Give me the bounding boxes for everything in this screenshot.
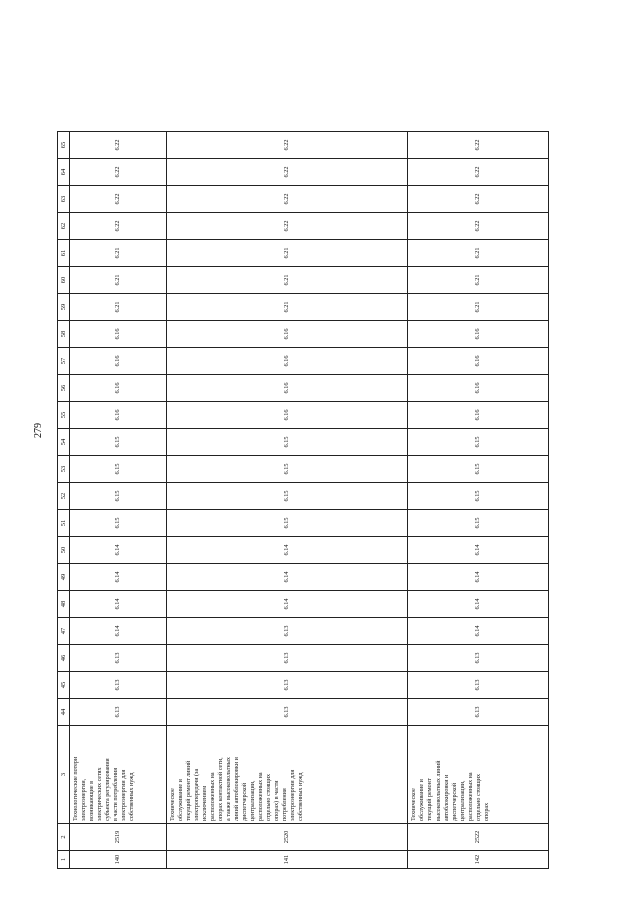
column-header: 46	[58, 645, 70, 672]
description-line: текущий ремонт линий	[186, 760, 193, 821]
table-row	[408, 132, 549, 869]
row-code-cell: 2519	[70, 824, 167, 851]
value-cell: 6.15	[166, 456, 407, 483]
value-cell: 6.15	[408, 456, 549, 483]
value-cell: 6.21	[70, 240, 167, 267]
row-number-cell: 140	[70, 851, 167, 869]
row-code-cell: 2522	[408, 824, 549, 851]
value-cell: 6.16	[70, 375, 167, 402]
value-cell: 6.16	[408, 402, 549, 429]
value-cell: 6.21	[166, 294, 407, 321]
value-cell: 6.13	[408, 672, 549, 699]
description-line: электроэнергии для	[121, 769, 128, 821]
column-header: 52	[58, 483, 70, 510]
description-line: электроэнергии для	[290, 769, 297, 821]
row-description-cell	[166, 726, 407, 824]
value-cell: 6.13	[70, 645, 167, 672]
description-line: Техническое	[411, 788, 418, 821]
value-cell: 6.22	[408, 132, 549, 159]
value-cell: 6.13	[166, 645, 407, 672]
value-cell: 6.22	[166, 132, 407, 159]
value-cell: 6.15	[70, 456, 167, 483]
value-cell: 6.21	[70, 267, 167, 294]
description-line: электропередачи (за	[194, 768, 201, 821]
column-header: 58	[58, 321, 70, 348]
description-line: обслуживание и	[419, 779, 426, 821]
value-cell: 6.16	[408, 348, 549, 375]
description-line: опорах	[483, 802, 490, 821]
value-cell: 6.15	[166, 483, 407, 510]
column-header: 63	[58, 186, 70, 213]
description-line: электрических сетях	[97, 767, 104, 821]
description-line: расположенных на	[258, 772, 265, 821]
column-header: 47	[58, 618, 70, 645]
value-cell: 6.13	[166, 672, 407, 699]
value-cell: 6.13	[70, 699, 167, 726]
value-cell: 6.14	[166, 537, 407, 564]
value-cell: 6.21	[70, 294, 167, 321]
description-line: расположенных на	[467, 772, 474, 821]
row-code-cell: 2520	[166, 824, 407, 851]
description-line: потребления	[282, 788, 289, 821]
description-line: электроэнергии,	[81, 778, 88, 821]
column-header: 62	[58, 213, 70, 240]
value-cell: 6.16	[70, 402, 167, 429]
description-line: а также высоковольтных	[226, 757, 233, 821]
rotated-table-frame	[57, 132, 549, 869]
row-number-cell: 141	[166, 851, 407, 869]
value-cell: 6.21	[408, 240, 549, 267]
value-cell: 6.15	[166, 510, 407, 537]
value-cell: 6.14	[70, 591, 167, 618]
description-line: опорах) в части	[274, 780, 281, 821]
description-line: расположенных на	[210, 772, 217, 821]
description-line: диспетчерской	[451, 782, 458, 821]
value-cell: 6.14	[408, 618, 549, 645]
column-header: 64	[58, 159, 70, 186]
value-cell: 6.21	[166, 240, 407, 267]
value-cell: 6.21	[408, 267, 549, 294]
row-description-cell	[70, 726, 167, 824]
value-cell: 6.16	[70, 321, 167, 348]
value-cell: 6.22	[166, 159, 407, 186]
value-cell: 6.16	[408, 375, 549, 402]
description-line: возникающие в	[89, 781, 96, 821]
value-cell: 6.13	[166, 699, 407, 726]
value-cell: 6.13	[166, 618, 407, 645]
column-header: 65	[58, 132, 70, 159]
column-header: 55	[58, 402, 70, 429]
column-header: 3	[58, 726, 70, 824]
value-cell: 6.22	[408, 159, 549, 186]
column-header: 45	[58, 672, 70, 699]
value-cell: 6.15	[166, 429, 407, 456]
value-cell: 6.22	[408, 213, 549, 240]
value-cell: 6.16	[166, 375, 407, 402]
column-header: 54	[58, 429, 70, 456]
header-row	[58, 132, 70, 869]
row-number-cell: 142	[408, 851, 549, 869]
value-cell: 6.14	[70, 564, 167, 591]
value-cell: 6.13	[408, 699, 549, 726]
description-line: отдельно стоящих	[266, 773, 273, 821]
value-cell: 6.14	[166, 564, 407, 591]
value-cell: 6.22	[166, 213, 407, 240]
value-cell: 6.16	[408, 321, 549, 348]
description-line: собственных нужд	[129, 772, 136, 821]
page-number: 279	[33, 423, 44, 438]
value-cell: 6.21	[166, 267, 407, 294]
row-description-cell	[408, 726, 549, 824]
value-cell: 6.16	[166, 348, 407, 375]
description-line: Техническое	[169, 788, 176, 821]
value-cell: 6.22	[70, 186, 167, 213]
value-cell: 6.16	[70, 348, 167, 375]
data-table	[57, 131, 549, 869]
description-line: автоблокировки и	[443, 774, 450, 821]
table-row	[70, 132, 167, 869]
value-cell: 6.15	[408, 429, 549, 456]
value-cell: 6.14	[70, 618, 167, 645]
value-cell: 6.15	[408, 510, 549, 537]
description-line: Технологические потери	[73, 756, 80, 821]
value-cell: 6.14	[70, 537, 167, 564]
value-cell: 6.22	[70, 159, 167, 186]
column-header: 59	[58, 294, 70, 321]
value-cell: 6.15	[70, 510, 167, 537]
column-header: 60	[58, 267, 70, 294]
value-cell: 6.14	[408, 591, 549, 618]
description-line: высоковольтных линий	[435, 760, 442, 821]
column-header: 1	[58, 851, 70, 869]
description-line: линий автоблокировки и	[234, 757, 241, 821]
value-cell: 6.22	[70, 213, 167, 240]
column-header: 49	[58, 564, 70, 591]
description-line: текущий ремонт	[427, 778, 434, 821]
value-cell: 6.16	[166, 321, 407, 348]
column-header: 48	[58, 591, 70, 618]
column-header: 50	[58, 537, 70, 564]
description-line: собственных нужд	[298, 772, 305, 821]
value-cell: 6.15	[408, 483, 549, 510]
description-line: обслуживание и	[178, 779, 185, 821]
table-container	[57, 132, 549, 869]
column-header: 44	[58, 699, 70, 726]
value-cell: 6.13	[408, 645, 549, 672]
column-header: 53	[58, 456, 70, 483]
description-line: субъекта регулирования	[105, 758, 112, 821]
description-line: диспетчерской	[242, 782, 249, 821]
value-cell: 6.14	[408, 564, 549, 591]
column-header: 61	[58, 240, 70, 267]
value-cell: 6.22	[408, 186, 549, 213]
description-line: опорах контактной сети,	[218, 757, 225, 821]
value-cell: 6.22	[166, 186, 407, 213]
description-line: централизации,	[459, 780, 466, 821]
description-line: в части потребления	[113, 767, 120, 821]
value-cell: 6.21	[408, 294, 549, 321]
column-header: 51	[58, 510, 70, 537]
value-cell: 6.14	[408, 537, 549, 564]
table-row	[166, 132, 407, 869]
value-cell: 6.22	[70, 132, 167, 159]
description-line: исключением	[202, 785, 209, 821]
column-header: 57	[58, 348, 70, 375]
value-cell: 6.16	[166, 402, 407, 429]
description-line: отдельно стоящих	[475, 773, 482, 821]
value-cell: 6.15	[70, 429, 167, 456]
value-cell: 6.14	[166, 591, 407, 618]
value-cell: 6.13	[70, 672, 167, 699]
description-line: централизации,	[250, 780, 257, 821]
value-cell: 6.15	[70, 483, 167, 510]
column-header: 56	[58, 375, 70, 402]
column-header: 2	[58, 824, 70, 851]
